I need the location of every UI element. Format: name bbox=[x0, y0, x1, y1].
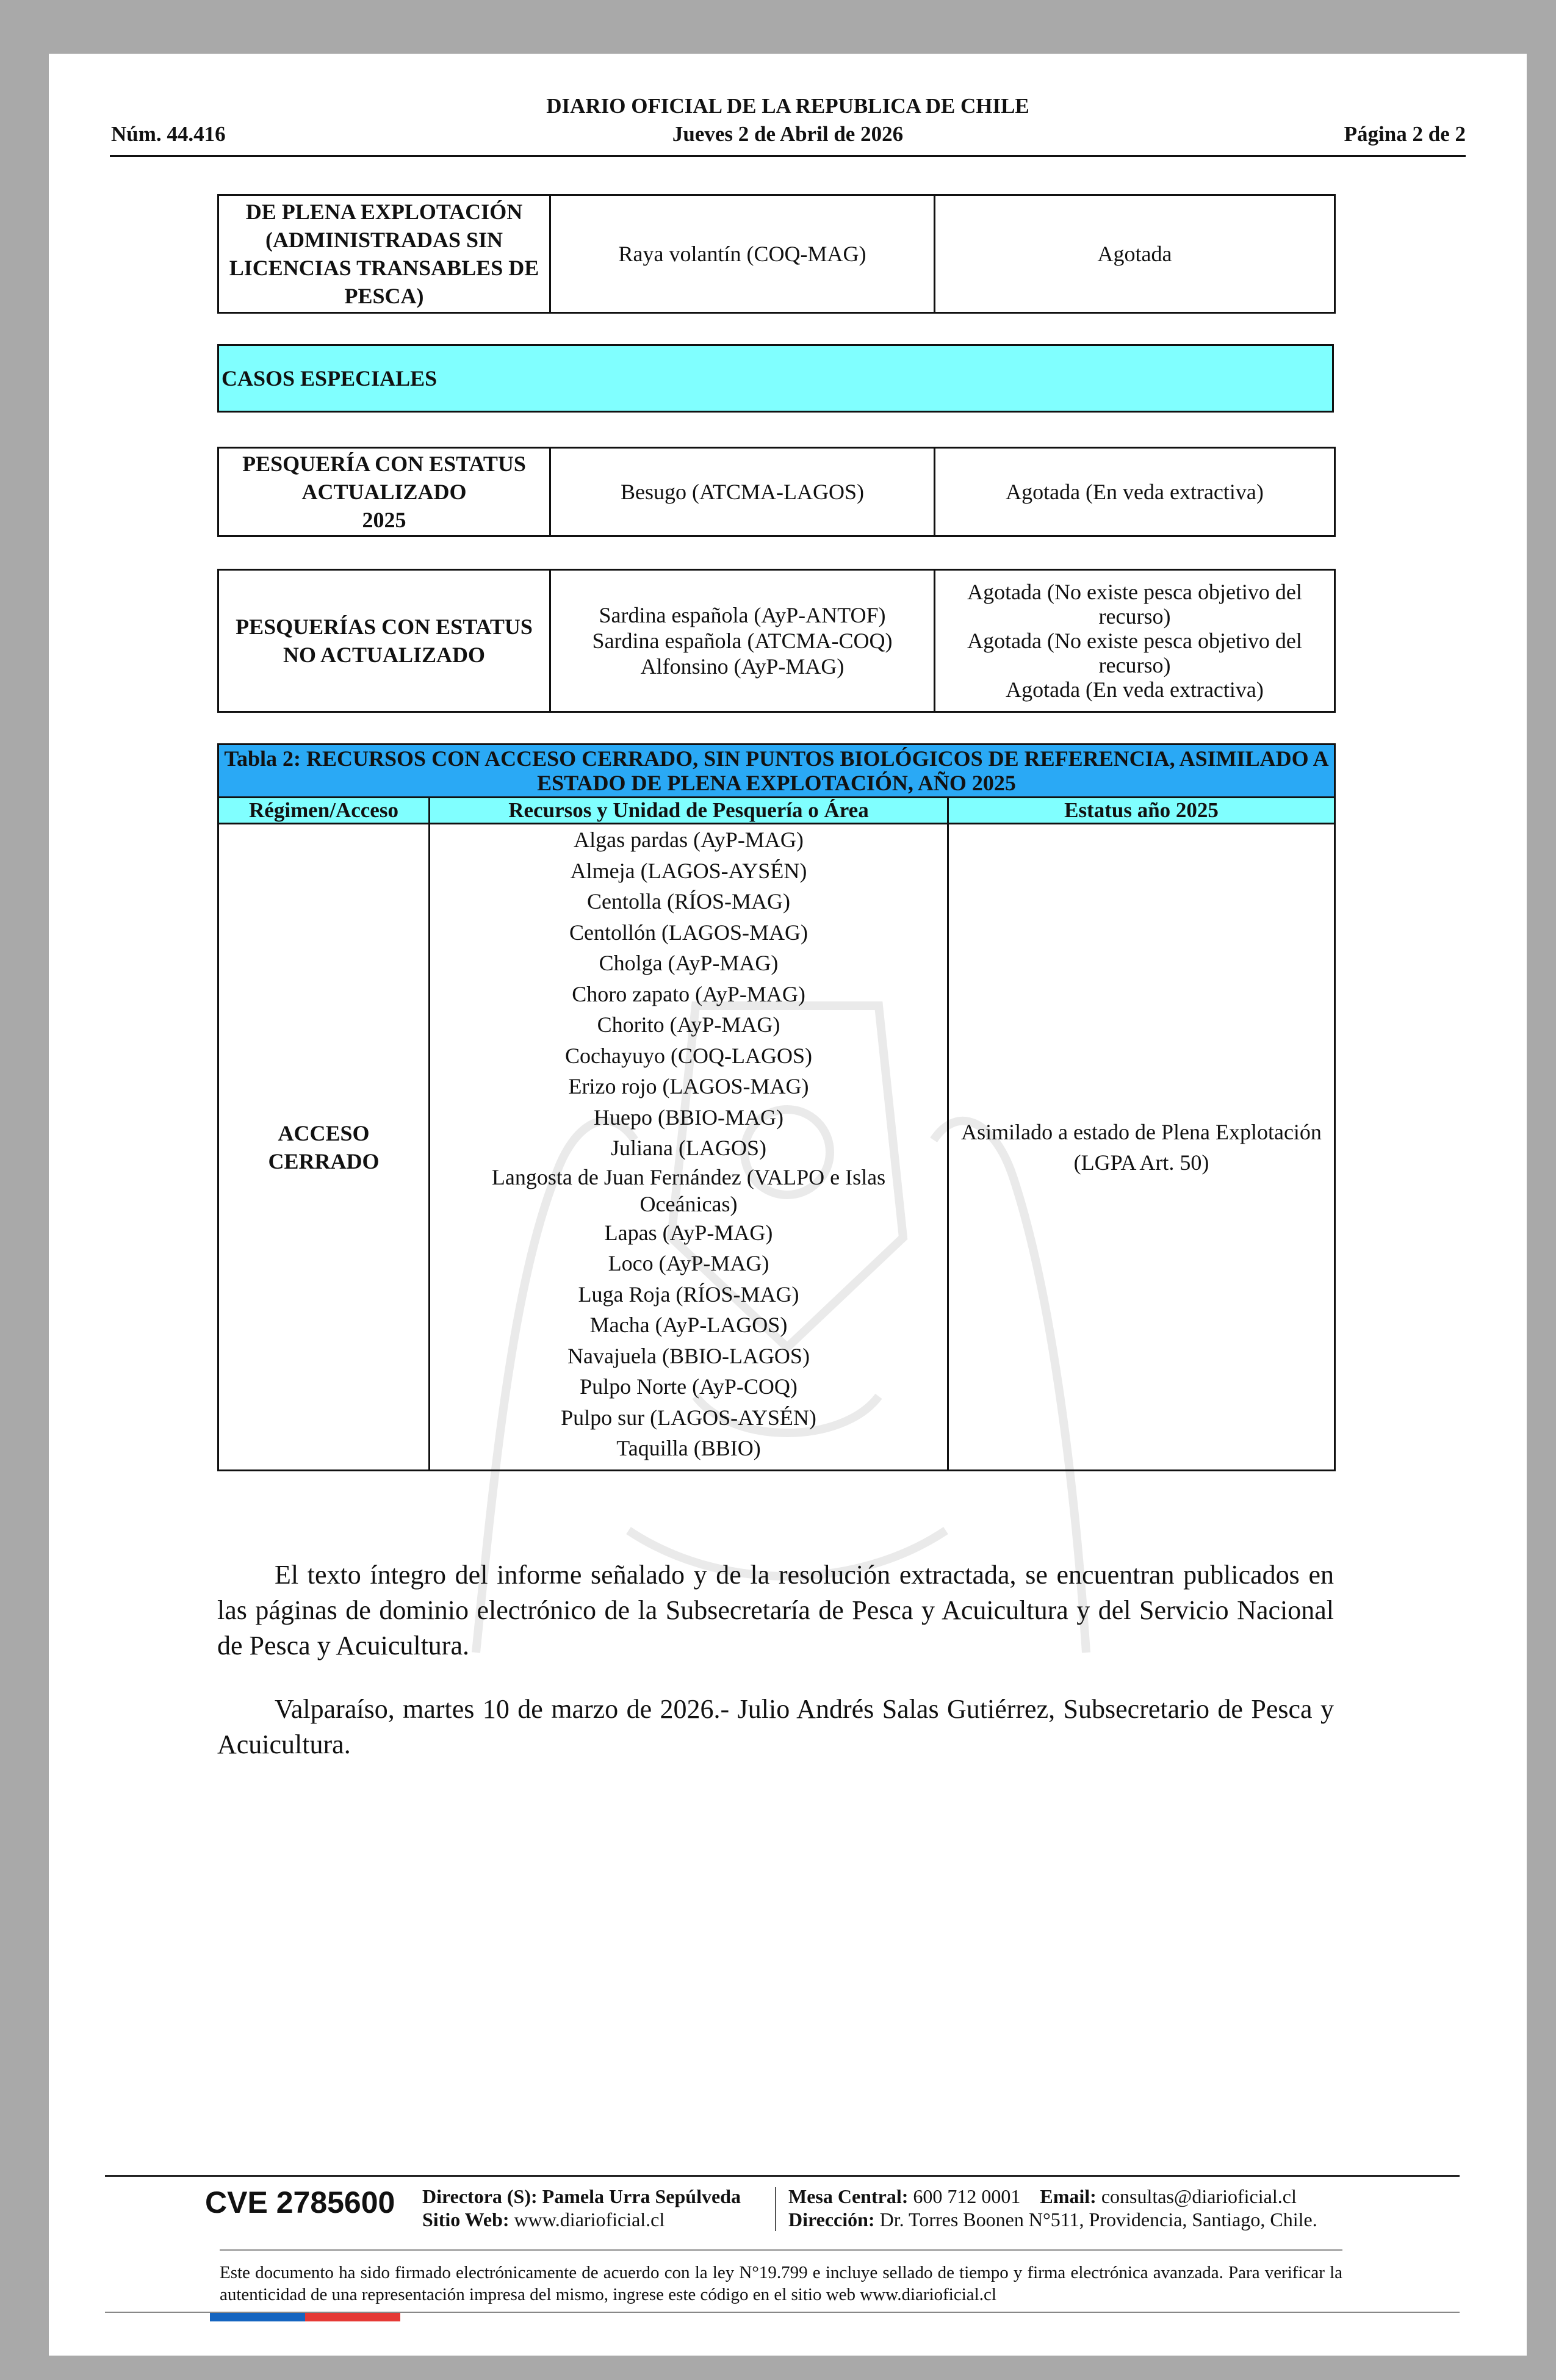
no-actualizado-statuses bbox=[935, 570, 1335, 712]
page-number: Página 2 de 2 bbox=[1344, 122, 1466, 146]
footer-separator bbox=[775, 2187, 776, 2231]
footer-divider bbox=[105, 2175, 1460, 2177]
actualizado-label: PESQUERÍA CON ESTATUS ACTUALIZADO bbox=[242, 452, 526, 504]
flag-stripe-blue bbox=[210, 2313, 305, 2321]
plena-resource: Raya volantín (COQ-MAG) bbox=[550, 195, 935, 313]
list-item: Agotada (En veda extractiva) bbox=[1006, 677, 1264, 702]
issue-number: Núm. 44.416 bbox=[111, 122, 226, 146]
resources-cell bbox=[430, 824, 948, 1471]
list-item: Agotada (No existe pesca objetivo del recurso) bbox=[967, 580, 1302, 629]
estatus-actualizado-table bbox=[217, 447, 1336, 537]
actualizado-label-cell bbox=[218, 448, 550, 536]
email-link[interactable]: consultas@diarioficial.cl bbox=[1101, 2185, 1297, 2207]
footer-contact: Mesa Central: 600 712 0001 Email: consultas@diarioficial.cl Dirección: Dr. Torres Boonen N°511, Providencia, Santiago, Chile. bbox=[788, 2185, 1317, 2230]
casos-especiales-heading: CASOS ESPECIALES bbox=[217, 344, 1334, 413]
table-row: Pulpo Norte (AyP-COQ) bbox=[580, 1374, 798, 1399]
plena-explotacion-table bbox=[217, 194, 1336, 314]
website-link[interactable]: www.diarioficial.cl bbox=[514, 2209, 665, 2230]
table-row: Taquilla (BBIO) bbox=[616, 1436, 761, 1460]
column-header: Recursos y Unidad de Pesquería o Área bbox=[430, 798, 948, 824]
status-cell: Asimilado a estado de Plena Explotación (LGPA Art. 50) bbox=[948, 824, 1335, 1471]
table-row: Algas pardas (AyP-MAG) bbox=[574, 828, 804, 852]
list-item: Sardina española (AyP-ANTOF) bbox=[599, 603, 886, 627]
table-row: Cochayuyo (COQ-LAGOS) bbox=[565, 1043, 812, 1068]
actualizado-year: 2025 bbox=[362, 508, 406, 532]
table-row: Luga Roja (RÍOS-MAG) bbox=[578, 1282, 799, 1307]
tabla-2 bbox=[217, 743, 1336, 1471]
table-row: Macha (AyP-LAGOS) bbox=[589, 1313, 788, 1337]
issue-date: Jueves 2 de Abril de 2026 bbox=[672, 122, 904, 146]
list-item: Agotada (No existe pesca objetivo del recurso) bbox=[967, 629, 1302, 677]
table-row: Erizo rojo (LAGOS-MAG) bbox=[568, 1074, 809, 1098]
table-row: Chorito (AyP-MAG) bbox=[597, 1012, 780, 1037]
no-actualizado-resources bbox=[550, 570, 935, 712]
table-row: Centollón (LAGOS-MAG) bbox=[569, 920, 808, 945]
table-row: Pulpo sur (LAGOS-AYSÉN) bbox=[561, 1405, 816, 1430]
table-row: Choro zapato (AyP-MAG) bbox=[572, 981, 805, 1006]
directora-name: Pamela Urra Sepúlveda bbox=[542, 2185, 741, 2207]
no-actualizado-label: PESQUERÍAS CON ESTATUS NO ACTUALIZADO bbox=[218, 570, 550, 712]
header-title: DIARIO OFICIAL DE LA REPUBLICA DE CHILE bbox=[546, 94, 1029, 118]
paragraph-1: El texto íntegro del informe señalado y de la resolución extractada, se encuentran publicados en las páginas de dominio electrónico de la Subsecretaría de Pesca y Acuicultura y del Servicio Nacional de Pesca y Acuicultura. bbox=[217, 1560, 1334, 1661]
table-row: Cholga (AyP-MAG) bbox=[599, 951, 779, 975]
column-header: Estatus año 2025 bbox=[948, 798, 1335, 824]
table-row: Almeja (LAGOS-AYSÉN) bbox=[570, 858, 807, 883]
signature-note: Este documento ha sido firmado electrónicamente de acuerdo con la ley N°19.799 e incluye sellado de tiempo y firma electrónica avanzada. Para verificar la autenticidad de una representación impresa del mismo, ingrese este código en el sitio web www.diarioficial.cl bbox=[220, 2263, 1342, 2304]
estatus-no-actualizado-table bbox=[217, 569, 1336, 713]
table-row: Huepo (BBIO-MAG) bbox=[594, 1105, 783, 1130]
actualizado-resource: Besugo (ATCMA-LAGOS) bbox=[550, 448, 935, 536]
column-header: Régimen/Acceso bbox=[218, 798, 430, 824]
regimen-cell: ACCESO CERRADO bbox=[218, 824, 430, 1471]
flag-stripe-red bbox=[305, 2313, 400, 2321]
header-divider bbox=[110, 155, 1466, 157]
table-row: Lapas (AyP-MAG) bbox=[604, 1220, 773, 1245]
plena-label: DE PLENA EXPLOTACIÓN (ADMINISTRADAS SIN LICENCIAS TRANSABLES DE PESCA) bbox=[218, 195, 550, 313]
table-row: Centolla (RÍOS-MAG) bbox=[587, 889, 790, 914]
plena-status: Agotada bbox=[935, 195, 1335, 313]
document-page bbox=[49, 54, 1527, 2356]
cve-code: CVE 2785600 bbox=[205, 2185, 395, 2220]
footer-directora: Directora (S): Pamela Urra Sepúlveda Sitio Web: www.diarioficial.cl bbox=[422, 2185, 741, 2230]
list-item: Sardina española (ATCMA-COQ) bbox=[592, 629, 893, 653]
paragraph-2: Valparaíso, martes 10 de marzo de 2026.- Julio Andrés Salas Gutiérrez, Subsecretario de Pesca y Acuicultura. bbox=[217, 1694, 1334, 1759]
table-row: Langosta de Juan Fernández (VALPO e Islas Oceánicas) bbox=[491, 1164, 886, 1216]
table-row: Navajuela (BBIO-LAGOS) bbox=[567, 1343, 810, 1368]
table-row: Juliana (LAGOS) bbox=[611, 1136, 766, 1160]
list-item: Alfonsino (AyP-MAG) bbox=[640, 654, 845, 679]
footer-inner-divider bbox=[220, 2249, 1342, 2251]
tabla-2-title: Tabla 2: RECURSOS CON ACCESO CERRADO, SIN PUNTOS BIOLÓGICOS DE REFERENCIA, ASIMILADO A ESTADO DE PLENA EXPLOTACIÓN, AÑO 2025 bbox=[218, 745, 1335, 798]
table-row: Loco (AyP-MAG) bbox=[608, 1251, 769, 1275]
actualizado-status: Agotada (En veda extractiva) bbox=[935, 448, 1335, 536]
